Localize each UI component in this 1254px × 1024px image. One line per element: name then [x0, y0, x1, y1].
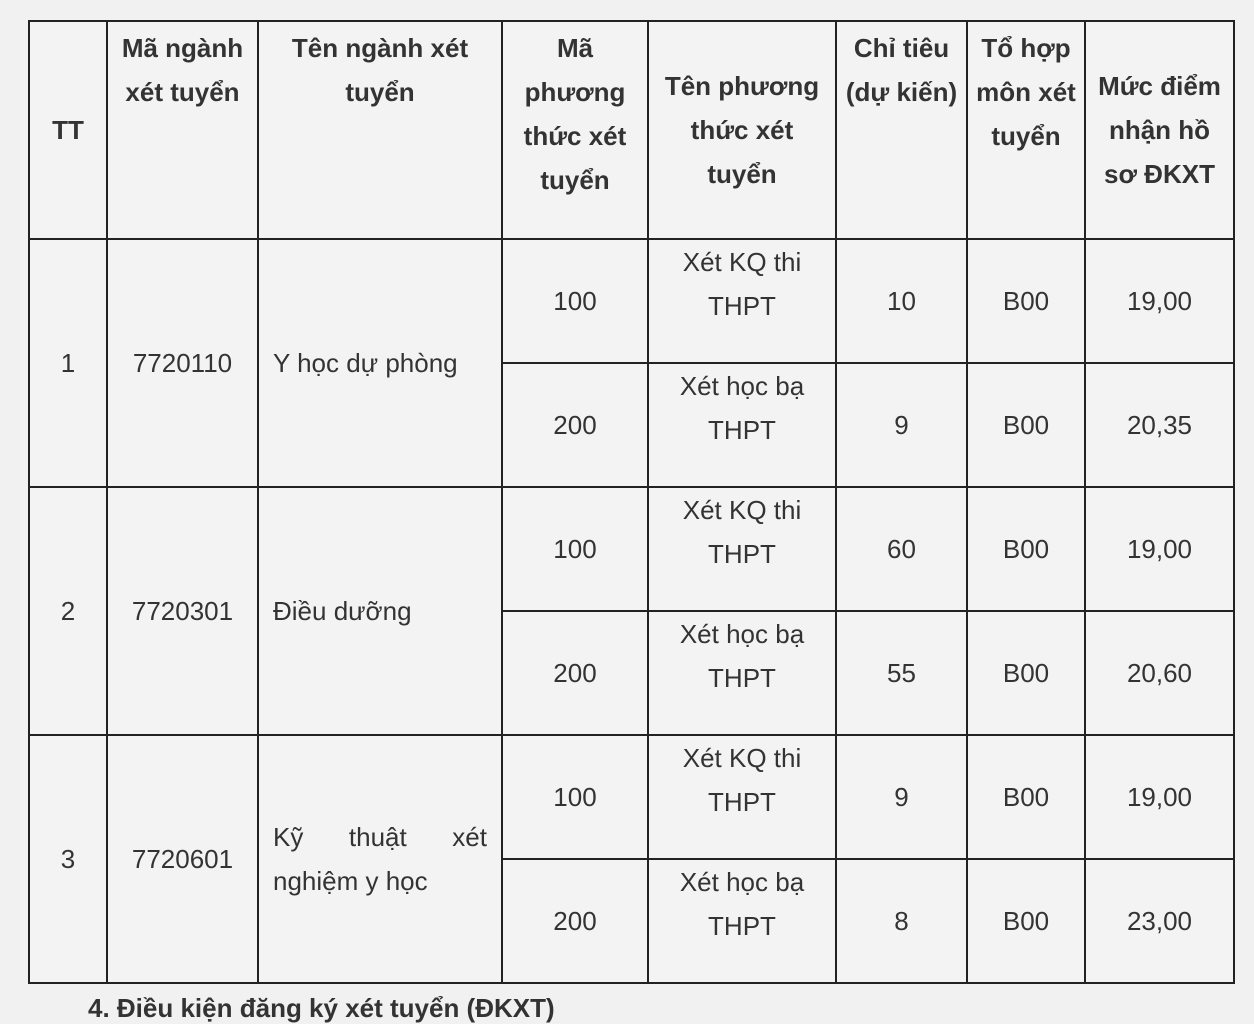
- cell-quota: 9: [836, 735, 967, 859]
- cell-score: 19,00: [1085, 735, 1234, 859]
- cell-subject-combo: B00: [967, 611, 1085, 735]
- cell-method-name: Xét KQ thi THPT: [648, 735, 836, 859]
- cell-major-code: 7720601: [107, 735, 258, 983]
- cell-major-name: Điều dưỡng: [258, 487, 502, 735]
- section-heading: 4. Điều kiện đăng ký xét tuyển (ĐKXT): [88, 993, 555, 1023]
- cell-score: 20,35: [1085, 363, 1234, 487]
- cell-score: 20,60: [1085, 611, 1234, 735]
- header-quota: Chỉ tiêu (dự kiến): [836, 21, 967, 239]
- cell-subject-combo: B00: [967, 487, 1085, 611]
- cell-subject-combo: B00: [967, 363, 1085, 487]
- cell-method-code: 200: [502, 859, 648, 983]
- header-method-name: Tên phương thức xét tuyển: [648, 21, 836, 239]
- header-tt: TT: [29, 21, 107, 239]
- table-row: [29, 239, 1234, 363]
- cell-method-name: Xét học bạ THPT: [648, 859, 836, 983]
- cell-subject-combo: B00: [967, 735, 1085, 859]
- cell-method-code: 200: [502, 611, 648, 735]
- table-row: [29, 735, 1234, 859]
- cell-tt: 2: [29, 487, 107, 735]
- cell-quota: 8: [836, 859, 967, 983]
- cell-quota: 60: [836, 487, 967, 611]
- cell-method-code: 100: [502, 487, 648, 611]
- cell-method-name: Xét KQ thi THPT: [648, 239, 836, 363]
- header-score: Mức điểm nhận hồ sơ ĐKXT: [1085, 21, 1234, 239]
- admission-table: [28, 20, 1235, 984]
- cell-method-code: 100: [502, 239, 648, 363]
- cell-method-name: Xét KQ thi THPT: [648, 487, 836, 611]
- cell-method-name: Xét học bạ THPT: [648, 611, 836, 735]
- cell-quota: 55: [836, 611, 967, 735]
- cell-tt: 1: [29, 239, 107, 487]
- cell-method-code: 200: [502, 363, 648, 487]
- cell-tt: 3: [29, 735, 107, 983]
- cell-score: 19,00: [1085, 239, 1234, 363]
- cell-quota: 9: [836, 363, 967, 487]
- table-row: [29, 487, 1234, 611]
- header-method-code: Mã phương thức xét tuyển: [502, 21, 648, 239]
- header-subject-combo: Tổ hợp môn xét tuyển: [967, 21, 1085, 239]
- cell-subject-combo: B00: [967, 859, 1085, 983]
- cell-method-name: Xét học bạ THPT: [648, 363, 836, 487]
- cell-score: 23,00: [1085, 859, 1234, 983]
- cell-score: 19,00: [1085, 487, 1234, 611]
- cell-major-name: Y học dự phòng: [258, 239, 502, 487]
- cell-major-code: 7720110: [107, 239, 258, 487]
- cell-quota: 10: [836, 239, 967, 363]
- cell-major-code: 7720301: [107, 487, 258, 735]
- header-major-name: Tên ngành xét tuyển: [258, 21, 502, 239]
- cell-subject-combo: B00: [967, 239, 1085, 363]
- header-row: [29, 21, 1234, 239]
- cell-method-code: 100: [502, 735, 648, 859]
- header-major-code: Mã ngành xét tuyển: [107, 21, 258, 239]
- cell-major-name: Kỹ thuật xét nghiệm y học: [258, 735, 502, 983]
